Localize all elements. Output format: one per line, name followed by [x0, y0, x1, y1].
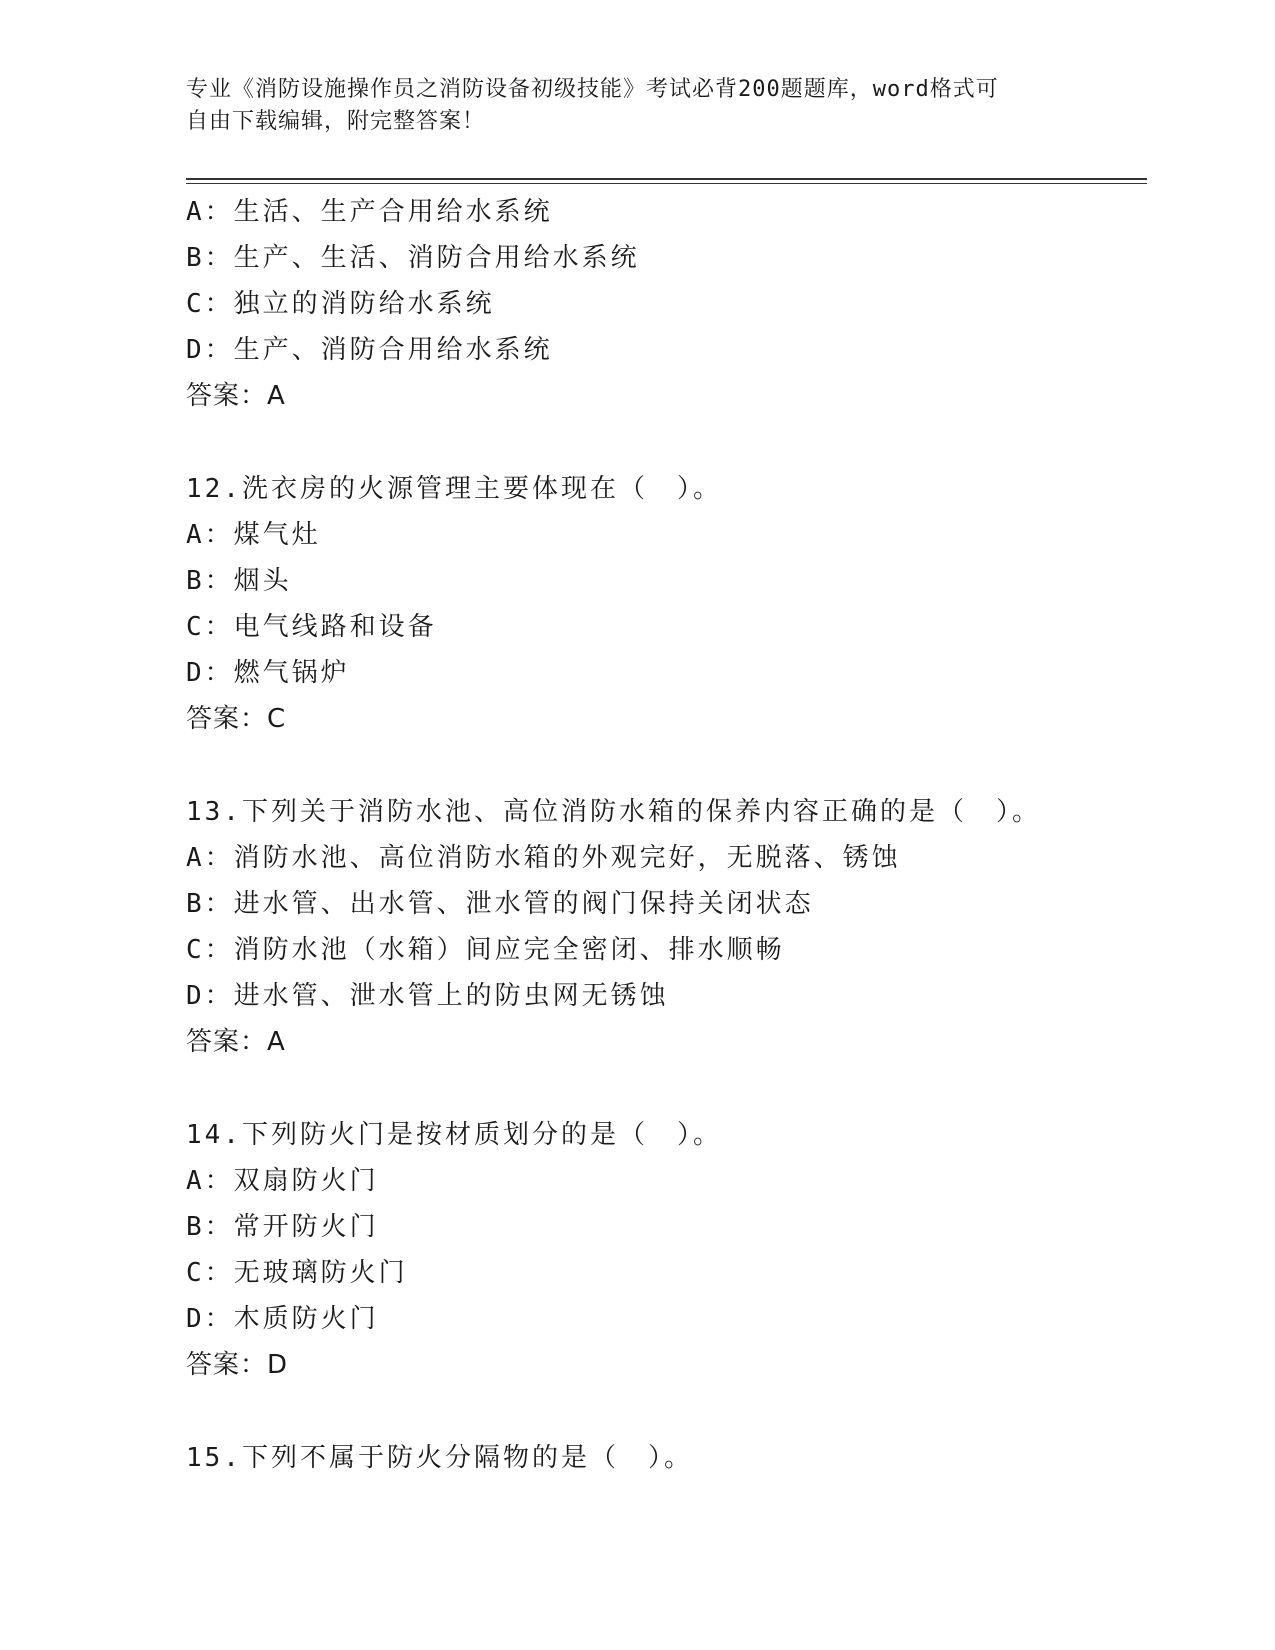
question-text: 12.洗衣房的火源管理主要体现在（ ）。	[186, 474, 722, 504]
option-a: A：生活、生产合用给水系统	[186, 197, 553, 227]
option-d: D：进水管、泄水管上的防虫网无锈蚀	[186, 981, 669, 1011]
option-b: B：常开防火门	[186, 1212, 379, 1242]
document-header	[186, 74, 1086, 138]
answer: 答案：C	[186, 704, 287, 734]
question-list	[186, 189, 1146, 1481]
question-text: 13.下列关于消防水池、高位消防水箱的保养内容正确的是（ ）。	[186, 797, 1041, 827]
option-a: A：消防水池、高位消防水箱的外观完好，无脱落、锈蚀	[186, 843, 901, 873]
header-divider-thin	[186, 183, 1147, 184]
spacer	[186, 419, 1146, 466]
option-c: C：无玻璃防火门	[186, 1258, 408, 1288]
question-text: 14.下列防火门是按材质划分的是（ ）。	[186, 1120, 722, 1150]
answer: 答案：D	[186, 1350, 289, 1380]
header-line-1: 专业《消防设施操作员之消防设备初级技能》考试必背200题题库，word格式可	[186, 77, 999, 102]
option-d: D：生产、消防合用给水系统	[186, 335, 553, 365]
answer: 答案：A	[186, 1027, 286, 1057]
option-a: A：双扇防火门	[186, 1166, 379, 1196]
option-b: B：生产、生活、消防合用给水系统	[186, 243, 640, 273]
option-c: C：电气线路和设备	[186, 612, 437, 642]
option-b: B：进水管、出水管、泄水管的阀门保持关闭状态	[186, 889, 814, 919]
header-line-2: 自由下载编辑，附完整答案！	[186, 109, 486, 134]
option-c: C：独立的消防给水系统	[186, 289, 495, 319]
spacer	[186, 1388, 1146, 1435]
spacer	[186, 742, 1146, 789]
option-b: B：烟头	[186, 566, 292, 596]
question-13	[186, 789, 1146, 1065]
option-a: A：煤气灶	[186, 520, 321, 550]
option-d: D：燃气锅炉	[186, 658, 350, 688]
question-11	[186, 189, 1146, 419]
question-text: 15.下列不属于防火分隔物的是（ ）。	[186, 1443, 693, 1473]
spacer	[186, 1065, 1146, 1112]
header-divider-thick	[186, 178, 1147, 180]
option-c: C：消防水池（水箱）间应完全密闭、排水顺畅	[186, 935, 785, 965]
question-12	[186, 466, 1146, 742]
option-d: D：木质防火门	[186, 1304, 379, 1334]
question-15	[186, 1435, 1146, 1481]
question-14	[186, 1112, 1146, 1388]
answer: 答案：A	[186, 381, 286, 411]
